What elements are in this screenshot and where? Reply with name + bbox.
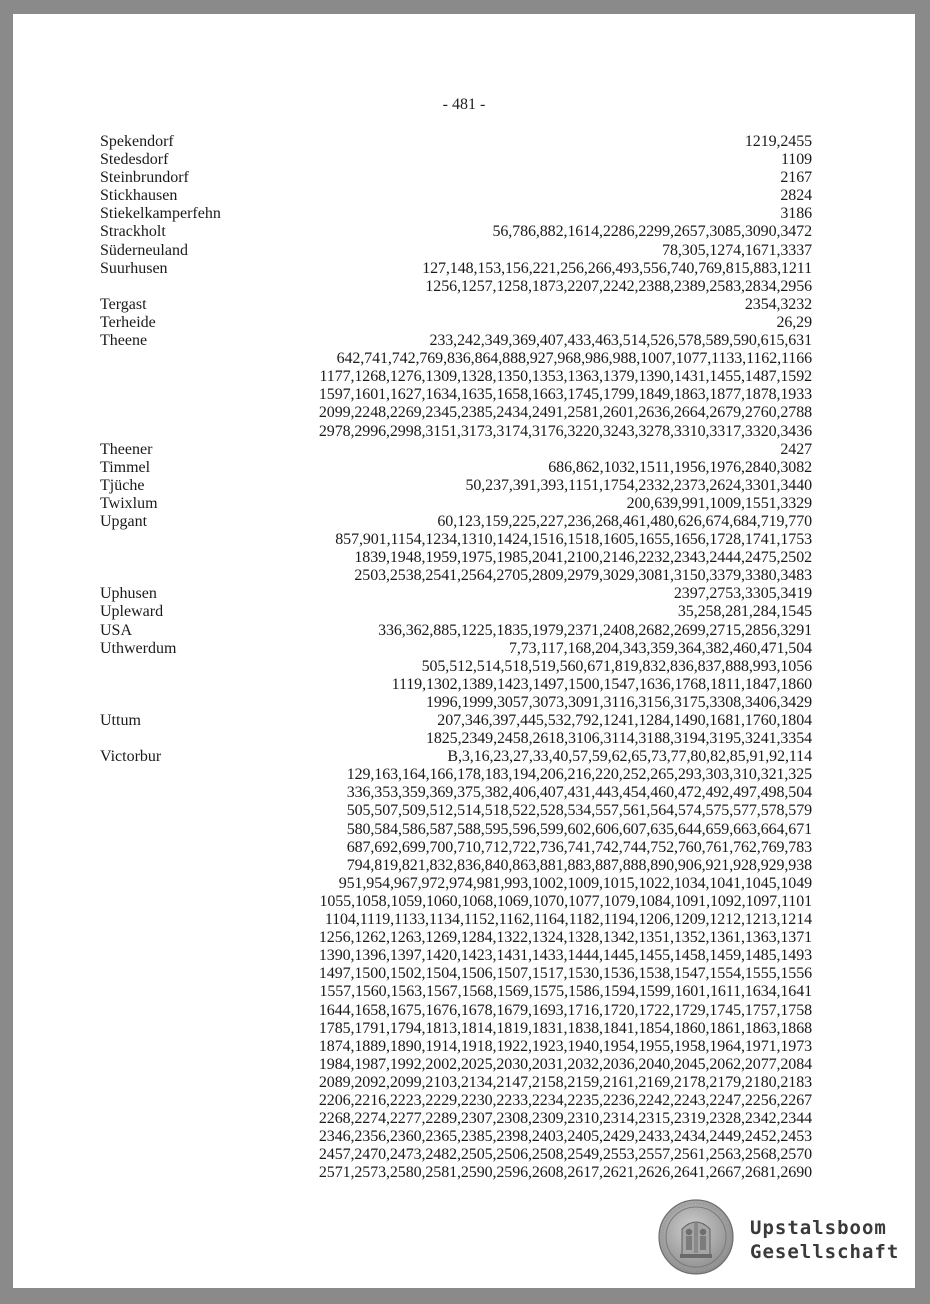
reference-numbers: B,3,16,23,27,33,40,57,59,62,65,73,77,80,82,85,91,92,114	[447, 748, 812, 766]
reference-numbers: 2206,2216,2223,2229,2230,2233,2234,2235,2236,2242,2243,2247,2256,2267	[318, 1091, 812, 1109]
reference-numbers: 35,258,281,284,1545	[677, 603, 812, 621]
place-name: Stickhausen	[100, 187, 178, 205]
reference-numbers: 2978,2996,2998,3151,3173,3174,3176,3220,3243,3278,3310,3317,3320,3436	[318, 422, 812, 440]
place-name: Theener	[100, 440, 153, 458]
place-name: Tergast	[100, 295, 147, 313]
index-entry	[100, 260, 812, 296]
reference-numbers: 2457,2470,2473,2482,2505,2506,2508,2549,2553,2557,2561,2563,2568,2570	[318, 1146, 812, 1164]
reference-numbers: 26,29	[776, 313, 812, 331]
reference-numbers: 1256,1262,1263,1269,1284,1322,1324,1328,1342,1351,1352,1361,1363,1371	[318, 929, 812, 947]
reference-numbers: 505,507,509,512,514,518,522,528,534,557,561,564,574,575,577,578,579	[346, 802, 812, 820]
reference-numbers: 1557,1560,1563,1567,1568,1569,1575,1586,1594,1599,1601,1611,1634,1641	[319, 983, 812, 1001]
place-name: Spekendorf	[100, 133, 174, 150]
reference-numbers: 336,353,359,369,375,382,406,407,431,443,454,460,472,492,497,498,504	[346, 784, 812, 802]
index-entry	[100, 477, 812, 495]
index-entry	[100, 513, 812, 585]
index-entry	[100, 459, 812, 477]
reference-numbers: 2099,2248,2269,2345,2385,2434,2491,2581,2601,2636,2664,2679,2760,2788	[318, 404, 812, 422]
reference-numbers: 129,163,164,166,178,183,194,206,216,220,252,265,293,303,310,321,325	[346, 766, 812, 784]
reference-numbers: 2824	[780, 187, 812, 205]
index-entry	[100, 495, 812, 513]
reference-numbers: 1055,1058,1059,1060,1068,1069,1070,1077,1079,1084,1091,1092,1097,1101	[319, 892, 812, 910]
reference-numbers: 2397,2753,3305,3419	[673, 585, 812, 603]
index-entry	[100, 332, 812, 441]
index-entry	[100, 622, 812, 640]
reference-numbers: 127,148,153,156,221,256,266,493,556,740,769,815,883,1211	[422, 259, 812, 277]
index-entry	[100, 169, 812, 187]
index-entry	[100, 640, 812, 712]
reference-numbers: 1839,1948,1959,1975,1985,2041,2100,2146,2232,2343,2444,2475,2502	[354, 549, 812, 567]
reference-numbers: 1984,1987,1992,2002,2025,2030,2031,2032,2036,2040,2045,2062,2077,2084	[318, 1055, 812, 1073]
place-name: Theene	[100, 332, 148, 350]
index-entry	[100, 585, 812, 603]
reference-numbers: 2089,2092,2099,2103,2134,2147,2158,2159,2161,2169,2178,2179,2180,2183	[318, 1073, 812, 1091]
place-name: Uphusen	[100, 585, 157, 603]
document-page	[13, 14, 915, 1288]
reference-numbers: 2354,3232	[744, 295, 812, 313]
index-entry	[100, 712, 812, 748]
place-name: Timmel	[100, 458, 151, 476]
logo-line-2: Gesellschaft	[750, 1241, 900, 1263]
reference-numbers: 2571,2573,2580,2581,2590,2596,2608,2617,2621,2626,2641,2667,2681,2690	[318, 1164, 812, 1182]
index-entry	[100, 187, 812, 205]
reference-numbers: 505,512,514,518,519,560,671,819,832,836,837,888,993,1056	[421, 657, 812, 675]
reference-numbers: 56,786,882,1614,2286,2299,2657,3085,3090,3472	[492, 223, 812, 241]
place-name: Twixlum	[100, 494, 158, 512]
place-name: Süderneuland	[100, 241, 188, 259]
reference-numbers: 857,901,1154,1234,1310,1424,1516,1518,1605,1655,1656,1728,1741,1753	[335, 531, 812, 549]
reference-numbers: 1109	[780, 151, 812, 169]
place-name: Strackholt	[100, 223, 166, 241]
reference-numbers: 642,741,742,769,836,864,888,927,968,986,988,1007,1077,1133,1162,1166	[336, 350, 812, 368]
index-entry	[100, 441, 812, 459]
reference-numbers: 1497,1500,1502,1504,1506,1507,1517,1530,1536,1538,1547,1554,1555,1556	[318, 965, 812, 983]
reference-numbers: 1996,1999,3057,3073,3091,3116,3156,3175,3308,3406,3429	[425, 693, 812, 711]
index-entry	[100, 223, 812, 241]
index-entry	[100, 133, 812, 151]
reference-numbers: 1597,1601,1627,1634,1635,1658,1663,1745,1799,1849,1863,1877,1878,1933	[318, 386, 812, 404]
page-number: - 481 -	[442, 96, 486, 113]
reference-numbers: 1256,1257,1258,1873,2207,2242,2388,2389,2583,2834,2956	[425, 277, 812, 295]
reference-numbers: 686,862,1032,1511,1956,1976,2840,3082	[548, 458, 812, 476]
reference-numbers: 50,237,391,393,1151,1754,2332,2373,2624,3301,3440	[465, 476, 812, 494]
reference-numbers: 1825,2349,2458,2618,3106,3114,3188,3194,3195,3241,3354	[425, 730, 812, 748]
place-name: Stiekelkamperfehn	[100, 205, 221, 223]
reference-numbers: 2427	[780, 440, 812, 458]
reference-numbers: 60,123,159,225,227,236,268,461,480,626,674,684,719,770	[437, 512, 812, 530]
reference-numbers: 207,346,397,445,532,792,1241,1284,1490,1681,1760,1804	[437, 712, 812, 729]
index-entry	[100, 205, 812, 223]
reference-numbers: 1785,1791,1794,1813,1814,1819,1831,1838,1841,1854,1860,1861,1863,1868	[318, 1019, 812, 1037]
reference-numbers: 3186	[780, 205, 812, 223]
index-entry	[100, 748, 812, 1182]
reference-numbers: 1390,1396,1397,1420,1423,1431,1433,1444,1445,1455,1458,1459,1485,1493	[318, 947, 812, 965]
place-name: Victorbur	[100, 748, 162, 766]
reference-numbers: 1644,1658,1675,1676,1678,1679,1693,1716,1720,1722,1729,1745,1757,1758	[318, 1001, 812, 1019]
place-name: Suurhusen	[100, 259, 168, 277]
place-name: Terheide	[100, 313, 156, 331]
place-name: Upleward	[100, 603, 164, 621]
place-name: USA	[100, 621, 133, 639]
reference-numbers: 1874,1889,1890,1914,1918,1922,1923,1940,1954,1955,1958,1964,1971,1973	[318, 1037, 812, 1055]
index-entry	[100, 242, 812, 260]
reference-numbers: 2503,2538,2541,2564,2705,2809,2979,3029,3081,3150,3379,3380,3483	[354, 567, 812, 585]
place-name: Tjüche	[100, 476, 145, 494]
reference-numbers: 580,584,586,587,588,595,596,599,602,606,607,635,644,659,663,664,671	[346, 820, 812, 838]
seal-icon	[658, 1199, 734, 1275]
place-name: Stedesdorf	[100, 151, 169, 169]
reference-numbers: 7,73,117,168,204,343,359,364,382,460,471,504	[508, 639, 812, 657]
reference-numbers: 2268,2274,2277,2289,2307,2308,2309,2310,2314,2315,2319,2328,2342,2344	[318, 1110, 812, 1128]
index-entry	[100, 314, 812, 332]
reference-numbers: 1104,1119,1133,1134,1152,1162,1164,1182,1194,1206,1209,1212,1213,1214	[324, 911, 812, 929]
reference-numbers: 2346,2356,2360,2365,2385,2398,2403,2405,2429,2433,2434,2449,2452,2453	[318, 1128, 812, 1146]
publisher-logo	[658, 1199, 908, 1279]
reference-numbers: 200,639,991,1009,1551,3329	[626, 494, 812, 512]
place-name: Uthwerdum	[100, 639, 177, 657]
reference-numbers: 1119,1302,1389,1423,1497,1500,1547,1636,1768,1811,1847,1860	[391, 675, 812, 693]
index-entry	[100, 603, 812, 621]
reference-numbers: 336,362,885,1225,1835,1979,2371,2408,2682,2699,2715,2856,3291	[378, 621, 812, 639]
place-name: Upgant	[100, 512, 148, 530]
reference-numbers: 951,954,967,972,974,981,993,1002,1009,1015,1022,1034,1041,1045,1049	[338, 874, 812, 892]
place-name: Steinbrundorf	[100, 169, 189, 187]
reference-numbers: 1177,1268,1276,1309,1328,1350,1353,1363,1379,1390,1431,1455,1487,1592	[319, 368, 812, 386]
reference-numbers: 233,242,349,369,407,433,463,514,526,578,589,590,615,631	[429, 332, 812, 350]
place-index	[100, 133, 812, 1182]
reference-numbers: 1219,2455	[744, 133, 812, 150]
logo-line-1: Upstalsboom	[750, 1217, 887, 1239]
index-entry	[100, 296, 812, 314]
reference-numbers: 2167	[780, 169, 812, 187]
index-entry	[100, 151, 812, 169]
reference-numbers: 794,819,821,832,836,840,863,881,883,887,888,890,906,921,928,929,938	[346, 856, 812, 874]
place-name: Uttum	[100, 712, 141, 729]
reference-numbers: 687,692,699,700,710,712,722,736,741,742,744,752,760,761,762,769,783	[346, 838, 812, 856]
reference-numbers: 78,305,1274,1671,3337	[662, 241, 812, 259]
logo-text	[750, 1216, 899, 1264]
